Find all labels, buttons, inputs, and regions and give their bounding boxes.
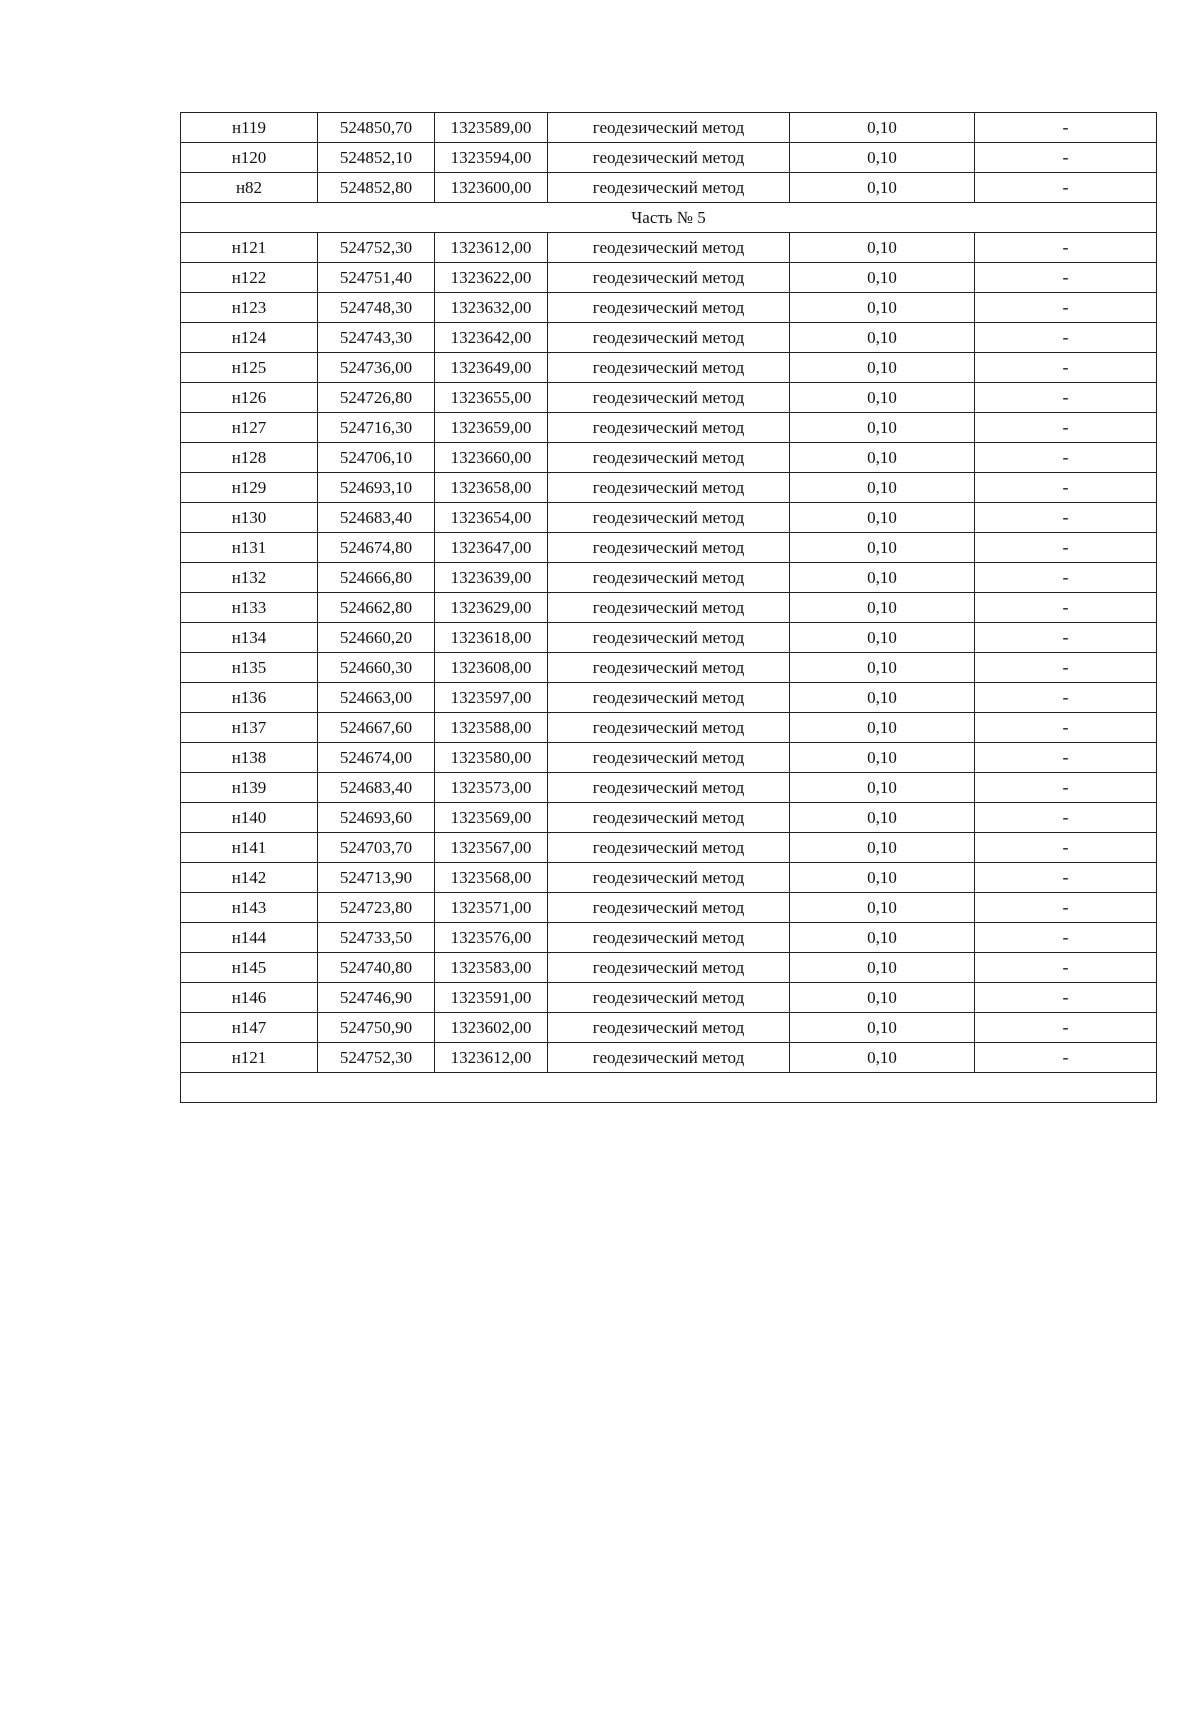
note-cell: - xyxy=(975,623,1157,653)
accuracy-cell: 0,10 xyxy=(790,623,975,653)
x-coordinate-cell: 524683,40 xyxy=(318,503,435,533)
note-cell: - xyxy=(975,173,1157,203)
table-row xyxy=(181,383,1157,413)
y-coordinate-cell: 1323639,00 xyxy=(435,563,548,593)
note-cell: - xyxy=(975,1013,1157,1043)
note-cell: - xyxy=(975,803,1157,833)
x-coordinate-cell: 524752,30 xyxy=(318,1043,435,1073)
point-name-cell: н138 xyxy=(181,743,318,773)
x-coordinate-cell: 524751,40 xyxy=(318,263,435,293)
y-coordinate-cell: 1323600,00 xyxy=(435,173,548,203)
point-name-cell: н126 xyxy=(181,383,318,413)
y-coordinate-cell: 1323649,00 xyxy=(435,353,548,383)
y-coordinate-cell: 1323618,00 xyxy=(435,623,548,653)
note-cell: - xyxy=(975,653,1157,683)
x-coordinate-cell: 524660,30 xyxy=(318,653,435,683)
method-cell: геодезический метод xyxy=(548,503,790,533)
table-row xyxy=(181,503,1157,533)
x-coordinate-cell: 524850,70 xyxy=(318,113,435,143)
x-coordinate-cell: 524740,80 xyxy=(318,953,435,983)
note-cell: - xyxy=(975,473,1157,503)
x-coordinate-cell: 524662,80 xyxy=(318,593,435,623)
y-coordinate-cell: 1323583,00 xyxy=(435,953,548,983)
table-row xyxy=(181,743,1157,773)
accuracy-cell: 0,10 xyxy=(790,863,975,893)
point-name-cell: н133 xyxy=(181,593,318,623)
table-row xyxy=(181,863,1157,893)
method-cell: геодезический метод xyxy=(548,1043,790,1073)
y-coordinate-cell: 1323567,00 xyxy=(435,833,548,863)
accuracy-cell: 0,10 xyxy=(790,833,975,863)
y-coordinate-cell: 1323622,00 xyxy=(435,263,548,293)
y-coordinate-cell: 1323594,00 xyxy=(435,143,548,173)
method-cell: геодезический метод xyxy=(548,743,790,773)
y-coordinate-cell: 1323602,00 xyxy=(435,1013,548,1043)
y-coordinate-cell: 1323612,00 xyxy=(435,233,548,263)
point-name-cell: н131 xyxy=(181,533,318,563)
x-coordinate-cell: 524693,60 xyxy=(318,803,435,833)
y-coordinate-cell: 1323632,00 xyxy=(435,293,548,323)
accuracy-cell: 0,10 xyxy=(790,593,975,623)
x-coordinate-cell: 524746,90 xyxy=(318,983,435,1013)
note-cell: - xyxy=(975,443,1157,473)
y-coordinate-cell: 1323655,00 xyxy=(435,383,548,413)
note-cell: - xyxy=(975,833,1157,863)
x-coordinate-cell: 524703,70 xyxy=(318,833,435,863)
note-cell: - xyxy=(975,293,1157,323)
note-cell: - xyxy=(975,233,1157,263)
x-coordinate-cell: 524706,10 xyxy=(318,443,435,473)
note-cell: - xyxy=(975,923,1157,953)
point-name-cell: н134 xyxy=(181,623,318,653)
x-coordinate-cell: 524663,00 xyxy=(318,683,435,713)
accuracy-cell: 0,10 xyxy=(790,773,975,803)
method-cell: геодезический метод xyxy=(548,563,790,593)
method-cell: геодезический метод xyxy=(548,833,790,863)
point-name-cell: н145 xyxy=(181,953,318,983)
accuracy-cell: 0,10 xyxy=(790,473,975,503)
method-cell: геодезический метод xyxy=(548,533,790,563)
y-coordinate-cell: 1323660,00 xyxy=(435,443,548,473)
y-coordinate-cell: 1323659,00 xyxy=(435,413,548,443)
y-coordinate-cell: 1323576,00 xyxy=(435,923,548,953)
section-title: Часть № 5 xyxy=(181,203,1157,233)
table-row xyxy=(181,173,1157,203)
table-row xyxy=(181,353,1157,383)
table-row xyxy=(181,773,1157,803)
method-cell: геодезический метод xyxy=(548,953,790,983)
method-cell: геодезический метод xyxy=(548,863,790,893)
accuracy-cell: 0,10 xyxy=(790,953,975,983)
method-cell: геодезический метод xyxy=(548,593,790,623)
x-coordinate-cell: 524683,40 xyxy=(318,773,435,803)
y-coordinate-cell: 1323588,00 xyxy=(435,713,548,743)
method-cell: геодезический метод xyxy=(548,173,790,203)
accuracy-cell: 0,10 xyxy=(790,683,975,713)
x-coordinate-cell: 524660,20 xyxy=(318,623,435,653)
x-coordinate-cell: 524667,60 xyxy=(318,713,435,743)
section-header-row xyxy=(181,203,1157,233)
section-header-group xyxy=(181,203,1157,233)
point-name-cell: н119 xyxy=(181,113,318,143)
accuracy-cell: 0,10 xyxy=(790,263,975,293)
y-coordinate-cell: 1323597,00 xyxy=(435,683,548,713)
accuracy-cell: 0,10 xyxy=(790,713,975,743)
accuracy-cell: 0,10 xyxy=(790,413,975,443)
blank-cell xyxy=(181,1073,1157,1103)
y-coordinate-cell: 1323608,00 xyxy=(435,653,548,683)
blank-row-group xyxy=(181,1073,1157,1103)
x-coordinate-cell: 524736,00 xyxy=(318,353,435,383)
point-name-cell: н139 xyxy=(181,773,318,803)
accuracy-cell: 0,10 xyxy=(790,383,975,413)
method-cell: геодезический метод xyxy=(548,803,790,833)
table-row xyxy=(181,473,1157,503)
rows-after-section xyxy=(181,233,1157,1073)
x-coordinate-cell: 524750,90 xyxy=(318,1013,435,1043)
table-row xyxy=(181,263,1157,293)
table-row xyxy=(181,1013,1157,1043)
note-cell: - xyxy=(975,743,1157,773)
x-coordinate-cell: 524693,10 xyxy=(318,473,435,503)
point-name-cell: н135 xyxy=(181,653,318,683)
accuracy-cell: 0,10 xyxy=(790,923,975,953)
y-coordinate-cell: 1323654,00 xyxy=(435,503,548,533)
table-row xyxy=(181,593,1157,623)
note-cell: - xyxy=(975,263,1157,293)
method-cell: геодезический метод xyxy=(548,473,790,503)
table-row xyxy=(181,983,1157,1013)
method-cell: геодезический метод xyxy=(548,383,790,413)
rows-before-section xyxy=(181,113,1157,203)
point-name-cell: н136 xyxy=(181,683,318,713)
accuracy-cell: 0,10 xyxy=(790,563,975,593)
note-cell: - xyxy=(975,1043,1157,1073)
point-name-cell: н124 xyxy=(181,323,318,353)
method-cell: геодезический метод xyxy=(548,683,790,713)
x-coordinate-cell: 524666,80 xyxy=(318,563,435,593)
note-cell: - xyxy=(975,113,1157,143)
x-coordinate-cell: 524716,30 xyxy=(318,413,435,443)
point-name-cell: н141 xyxy=(181,833,318,863)
point-name-cell: н128 xyxy=(181,443,318,473)
note-cell: - xyxy=(975,563,1157,593)
point-name-cell: н129 xyxy=(181,473,318,503)
blank-row xyxy=(181,1073,1157,1103)
y-coordinate-cell: 1323573,00 xyxy=(435,773,548,803)
point-name-cell: н140 xyxy=(181,803,318,833)
accuracy-cell: 0,10 xyxy=(790,323,975,353)
method-cell: геодезический метод xyxy=(548,773,790,803)
table-row xyxy=(181,443,1157,473)
x-coordinate-cell: 524852,80 xyxy=(318,173,435,203)
accuracy-cell: 0,10 xyxy=(790,1043,975,1073)
x-coordinate-cell: 524713,90 xyxy=(318,863,435,893)
accuracy-cell: 0,10 xyxy=(790,143,975,173)
point-name-cell: н122 xyxy=(181,263,318,293)
point-name-cell: н123 xyxy=(181,293,318,323)
method-cell: геодезический метод xyxy=(548,323,790,353)
table-row xyxy=(181,803,1157,833)
method-cell: геодезический метод xyxy=(548,623,790,653)
accuracy-cell: 0,10 xyxy=(790,893,975,923)
y-coordinate-cell: 1323571,00 xyxy=(435,893,548,923)
y-coordinate-cell: 1323629,00 xyxy=(435,593,548,623)
x-coordinate-cell: 524752,30 xyxy=(318,233,435,263)
x-coordinate-cell: 524743,30 xyxy=(318,323,435,353)
table-row xyxy=(181,113,1157,143)
method-cell: геодезический метод xyxy=(548,293,790,323)
method-cell: геодезический метод xyxy=(548,113,790,143)
accuracy-cell: 0,10 xyxy=(790,443,975,473)
method-cell: геодезический метод xyxy=(548,713,790,743)
method-cell: геодезический метод xyxy=(548,413,790,443)
note-cell: - xyxy=(975,983,1157,1013)
method-cell: геодезический метод xyxy=(548,983,790,1013)
note-cell: - xyxy=(975,593,1157,623)
note-cell: - xyxy=(975,383,1157,413)
point-name-cell: н143 xyxy=(181,893,318,923)
y-coordinate-cell: 1323591,00 xyxy=(435,983,548,1013)
note-cell: - xyxy=(975,143,1157,173)
table-row xyxy=(181,323,1157,353)
table-row xyxy=(181,953,1157,983)
y-coordinate-cell: 1323647,00 xyxy=(435,533,548,563)
method-cell: геодезический метод xyxy=(548,653,790,683)
point-name-cell: н144 xyxy=(181,923,318,953)
x-coordinate-cell: 524674,00 xyxy=(318,743,435,773)
note-cell: - xyxy=(975,863,1157,893)
method-cell: геодезический метод xyxy=(548,143,790,173)
point-name-cell: н146 xyxy=(181,983,318,1013)
x-coordinate-cell: 524674,80 xyxy=(318,533,435,563)
accuracy-cell: 0,10 xyxy=(790,653,975,683)
table-row xyxy=(181,1043,1157,1073)
note-cell: - xyxy=(975,773,1157,803)
table-row xyxy=(181,893,1157,923)
note-cell: - xyxy=(975,893,1157,923)
point-name-cell: н127 xyxy=(181,413,318,443)
point-name-cell: н147 xyxy=(181,1013,318,1043)
point-name-cell: н132 xyxy=(181,563,318,593)
accuracy-cell: 0,10 xyxy=(790,503,975,533)
point-name-cell: н121 xyxy=(181,233,318,263)
accuracy-cell: 0,10 xyxy=(790,173,975,203)
note-cell: - xyxy=(975,953,1157,983)
y-coordinate-cell: 1323568,00 xyxy=(435,863,548,893)
table-row xyxy=(181,533,1157,563)
method-cell: геодезический метод xyxy=(548,1013,790,1043)
note-cell: - xyxy=(975,413,1157,443)
accuracy-cell: 0,10 xyxy=(790,983,975,1013)
note-cell: - xyxy=(975,683,1157,713)
table-row xyxy=(181,683,1157,713)
point-name-cell: н125 xyxy=(181,353,318,383)
table-row xyxy=(181,713,1157,743)
table-row xyxy=(181,623,1157,653)
y-coordinate-cell: 1323580,00 xyxy=(435,743,548,773)
accuracy-cell: 0,10 xyxy=(790,353,975,383)
x-coordinate-cell: 524852,10 xyxy=(318,143,435,173)
accuracy-cell: 0,10 xyxy=(790,803,975,833)
table-row xyxy=(181,293,1157,323)
note-cell: - xyxy=(975,533,1157,563)
note-cell: - xyxy=(975,713,1157,743)
y-coordinate-cell: 1323642,00 xyxy=(435,323,548,353)
x-coordinate-cell: 524726,80 xyxy=(318,383,435,413)
method-cell: геодезический метод xyxy=(548,353,790,383)
point-name-cell: н130 xyxy=(181,503,318,533)
x-coordinate-cell: 524723,80 xyxy=(318,893,435,923)
point-name-cell: н82 xyxy=(181,173,318,203)
y-coordinate-cell: 1323658,00 xyxy=(435,473,548,503)
table-row xyxy=(181,563,1157,593)
y-coordinate-cell: 1323589,00 xyxy=(435,113,548,143)
accuracy-cell: 0,10 xyxy=(790,743,975,773)
point-name-cell: н121 xyxy=(181,1043,318,1073)
method-cell: геодезический метод xyxy=(548,233,790,263)
table-row xyxy=(181,413,1157,443)
accuracy-cell: 0,10 xyxy=(790,1013,975,1043)
point-name-cell: н142 xyxy=(181,863,318,893)
point-name-cell: н120 xyxy=(181,143,318,173)
table-row xyxy=(181,653,1157,683)
table-row xyxy=(181,143,1157,173)
accuracy-cell: 0,10 xyxy=(790,113,975,143)
table-row xyxy=(181,233,1157,263)
y-coordinate-cell: 1323612,00 xyxy=(435,1043,548,1073)
method-cell: геодезический метод xyxy=(548,443,790,473)
x-coordinate-cell: 524748,30 xyxy=(318,293,435,323)
table-row xyxy=(181,923,1157,953)
point-name-cell: н137 xyxy=(181,713,318,743)
method-cell: геодезический метод xyxy=(548,893,790,923)
table-row xyxy=(181,833,1157,863)
method-cell: геодезический метод xyxy=(548,263,790,293)
note-cell: - xyxy=(975,323,1157,353)
x-coordinate-cell: 524733,50 xyxy=(318,923,435,953)
accuracy-cell: 0,10 xyxy=(790,233,975,263)
method-cell: геодезический метод xyxy=(548,923,790,953)
note-cell: - xyxy=(975,353,1157,383)
y-coordinate-cell: 1323569,00 xyxy=(435,803,548,833)
note-cell: - xyxy=(975,503,1157,533)
coordinates-table xyxy=(180,112,1157,1103)
coordinates-sheet xyxy=(180,112,1156,1103)
accuracy-cell: 0,10 xyxy=(790,293,975,323)
accuracy-cell: 0,10 xyxy=(790,533,975,563)
